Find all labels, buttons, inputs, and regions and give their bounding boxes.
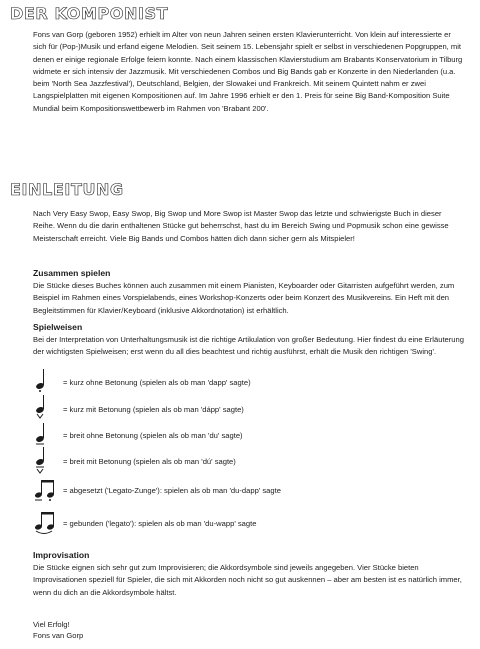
komponist-paragraph: Fons van Gorp (geboren 1952) erhielt im Alter von neun Jahren seinen ersten Klavierunterricht. Von klein auf interessierte er sich für (Pop-)Musik und erfand eigene Melodien. Seit seinem 15. Lebensjahr spielt er selbst in verschiedenen Popgruppen, mit denen er einige regionale Erfolge feiern konnte. Nach einem klassischen Klavierstudium am Brabants Konservatorium in Tilburg widmete er sich intensiv der Jazzmusik. Mit verschiedenen Combos und Big Bands gab er Konzerte in den Niederlanden (u.a. beim 'North Sea Jazzfestival'), Deutschland, Belgien, der Slowakei und Frankreich. Mit seinem Quintett nahm er zwei Langspielplatten mit eigenen Kompositionen auf. Im Jahre 1996 erhielt er den 1. Preis für seine Big Band-Komposition Suite Mundial beim Kompositionswettbewerb im Rahmen von 'Brabant 200'. xyxy=(33,30,463,113)
eighth-pair-staccato-icon xyxy=(33,478,57,502)
heading-spielweisen: Spielweisen xyxy=(33,322,83,332)
tenuto-note-icon xyxy=(33,422,55,446)
improvisation-paragraph: Die Stücke eignen sich sehr gut zum Improvisieren; die Akkordsymbole sind jeweils angegeben. Vier Stücke bieten Improvisationen speziell für Spieler, die sich mit Akkorden noch nicht so gut auskennen – aber am besten ist es natürlich immer, wenn du dich an die Akkordsymbole hältst. xyxy=(33,563,462,597)
spielweisen-paragraph: Bei der Interpretation von Unterhaltungsmusik ist die richtige Artikulation von großer Bedeutung. Hier findest du eine Erläuterung der wichtigsten Spielweisen; erst wenn du all dies beachtest und richtig ausführst, erhält die Musik den richtigen 'Swing'. xyxy=(33,335,464,357)
section-title-einleitung: EINLEITUNG xyxy=(10,180,124,199)
heading-improvisation: Improvisation xyxy=(33,550,90,560)
accented-tenuto-note-icon xyxy=(33,446,55,474)
articulation-label-6: = gebunden ('legato'): spielen als ob man 'du-wapp' sagte xyxy=(63,519,257,528)
articulation-label-4: = breit mit Betonung (spielen als ob man 'dú' sagte) xyxy=(63,457,236,466)
closing-line: Viel Erfolg! xyxy=(33,620,70,629)
zusammen-spielen-paragraph: Die Stücke dieses Buches können auch zusammen mit einem Pianisten, Keyboarder oder Gitarristen aufgeführt werden, zum Beispiel im Rahmen eines Vorspielabends, eines Workshop-Konzerts oder beim Konzert des Musikvereins. Ein Heft mit den Begleitstimmen für Klavier/Keyboard (inklusive Akkordnotation) ist erhältlich. xyxy=(33,281,455,315)
section-title-komponist: DER KOMPONIST xyxy=(10,4,169,23)
accented-staccato-note-icon xyxy=(33,394,55,420)
articulation-label-3: = breit ohne Betonung (spielen als ob man 'du' sagte) xyxy=(63,431,243,440)
articulation-label-1: = kurz ohne Betonung (spielen als ob man 'dapp' sagte) xyxy=(63,378,251,387)
articulation-label-5: = abgesetzt ('Legato-Zunge'): spielen als ob man 'du-dapp' sagte xyxy=(63,486,281,495)
eighth-pair-legato-icon xyxy=(33,510,57,536)
articulation-label-2: = kurz mit Betonung (spielen als ob man 'dápp' sagte) xyxy=(63,405,244,414)
signature: Fons van Gorp xyxy=(33,631,84,640)
einleitung-intro-paragraph: Nach Very Easy Swop, Easy Swop, Big Swop und More Swop ist Master Swop das letzte und schwierigste Buch in dieser Reihe. Wenn du die darin enthaltenen Stücke gut beherrschst, hast du im Bereich Swing und Popmusik schon eine gewisse Meisterschaft erreicht. Viele Big Bands und Combos hätten dich dann sicher gern als Mitspieler! xyxy=(33,209,449,243)
heading-zusammen-spielen: Zusammen spielen xyxy=(33,268,111,278)
staccato-note-icon xyxy=(33,368,55,392)
